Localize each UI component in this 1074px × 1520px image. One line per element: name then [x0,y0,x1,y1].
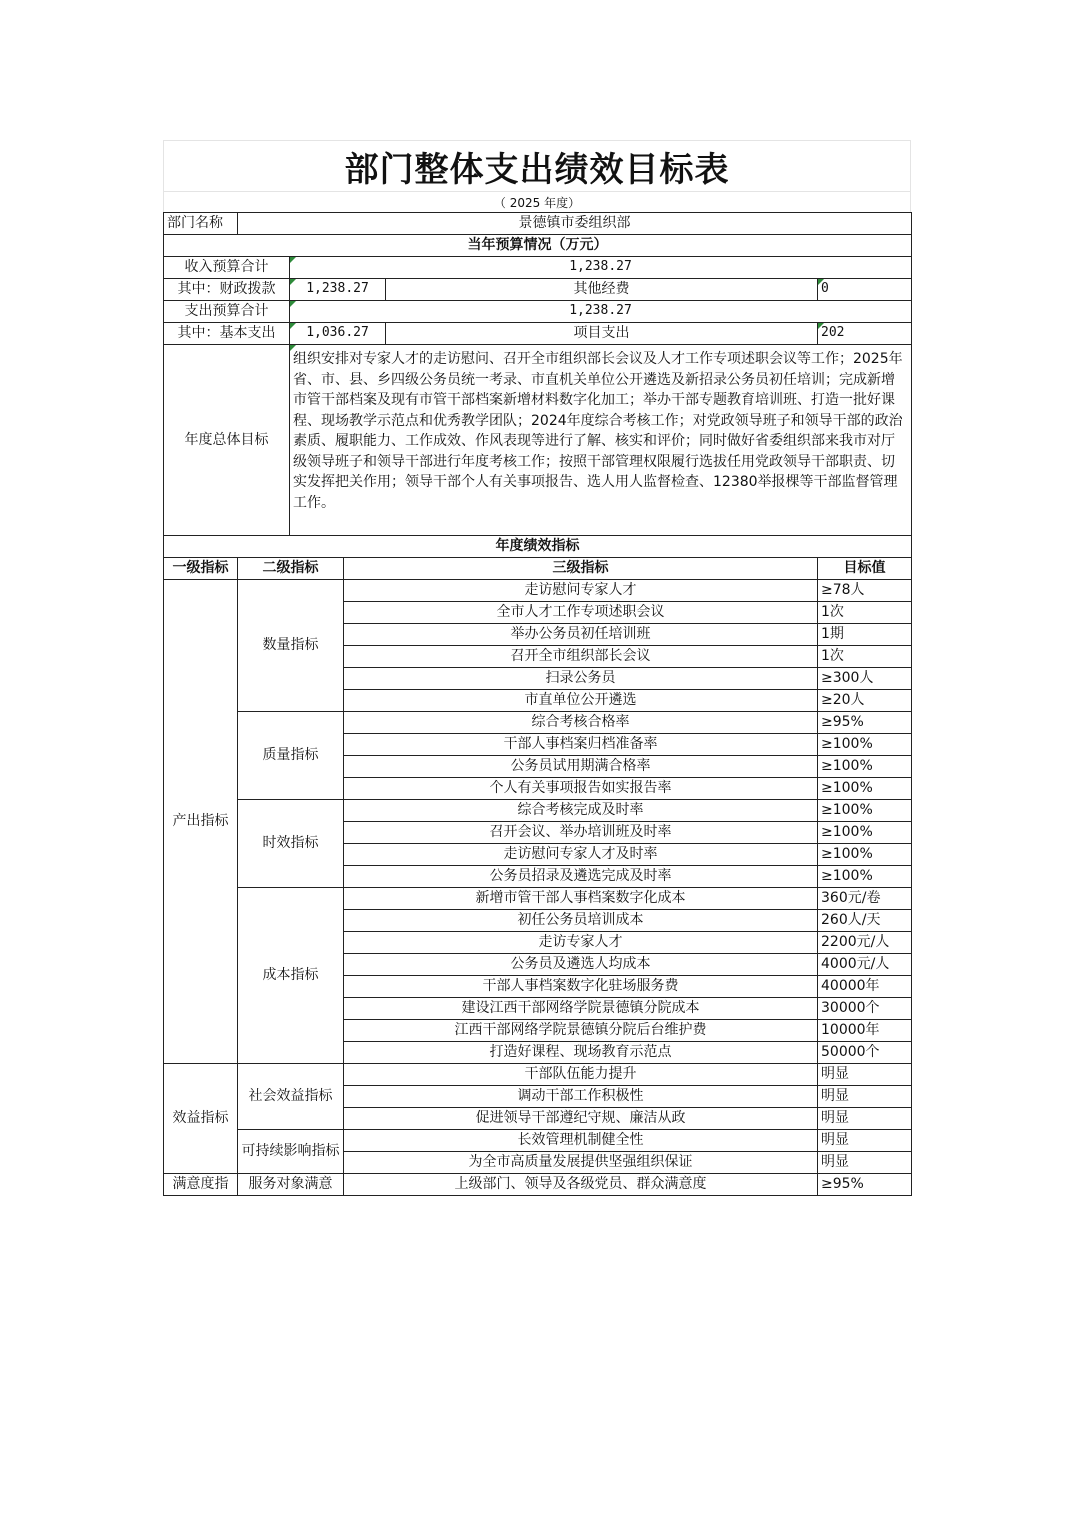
indicator-target: ≥100% [818,844,912,866]
table-row [164,1130,912,1152]
basic-value: 1,036.27 [290,323,386,345]
indicator-name: 个人有关事项报告如实报告率 [344,778,818,800]
indicator-name: 走访专家人才 [344,932,818,954]
indicator-name: 干部队伍能力提升 [344,1064,818,1086]
dept-row [164,213,912,235]
basic-label: 其中：基本支出 [164,323,290,345]
table-row [164,800,912,822]
indicator-name: 建设江西干部网络学院景德镇分院成本 [344,998,818,1020]
level1-benefit: 效益指标 [164,1064,238,1174]
indicator-name: 长效管理机制健全性 [344,1130,818,1152]
expense-total-value: 1,238.27 [290,301,912,323]
indicator-target: 明显 [818,1064,912,1086]
level2-satisfaction: 服务对象满意 [238,1174,344,1196]
indicator-name: 江西干部网络学院景德镇分院后台维护费 [344,1020,818,1042]
dept-label: 部门名称 [164,213,238,235]
indicator-name: 上级部门、领导及各级党员、群众满意度 [344,1174,818,1196]
indicator-name: 初任公务员培训成本 [344,910,818,932]
indicator-target: 4000元/人 [818,954,912,976]
indicator-target: ≥100% [818,866,912,888]
indicator-target: 30000个 [818,998,912,1020]
expense-total-label: 支出预算合计 [164,301,290,323]
indicator-target: 260人/天 [818,910,912,932]
indicator-target: 2200元/人 [818,932,912,954]
indicator-target: 360元/卷 [818,888,912,910]
indicator-target: ≥78人 [818,580,912,602]
indicator-target: ≥100% [818,756,912,778]
indicator-target: 明显 [818,1086,912,1108]
page-title: 部门整体支出绩效目标表 [163,140,911,191]
level2-sustain: 可持续影响指标 [238,1130,344,1174]
table-row [164,888,912,910]
income-total-value: 1,238.27 [290,257,912,279]
indicator-target: ≥95% [818,1174,912,1196]
income-total-label: 收入预算合计 [164,257,290,279]
budget-heading: 当年预算情况（万元） [164,235,912,257]
indicator-name: 举办公务员初任培训班 [344,624,818,646]
table-row [164,1064,912,1086]
dept-value: 景德镇市委组织部 [238,213,912,235]
indicator-target: 1次 [818,602,912,624]
indicator-target: 40000年 [818,976,912,998]
indicator-name: 综合考核合格率 [344,712,818,734]
col-target: 目标值 [818,558,912,580]
indicator-name: 综合考核完成及时率 [344,800,818,822]
indicator-name: 新增市管干部人事档案数字化成本 [344,888,818,910]
indicator-target: 明显 [818,1108,912,1130]
level2-cost: 成本指标 [238,888,344,1064]
indicator-target: 明显 [818,1152,912,1174]
indicator-name: 促进领导干部遵纪守规、廉洁从政 [344,1108,818,1130]
col-level1: 一级指标 [164,558,238,580]
level1-output: 产出指标 [164,580,238,1064]
year-label: （ 2025 年度） [163,191,911,212]
indicator-target: ≥20人 [818,690,912,712]
level1-satisfaction: 满意度指 [164,1174,238,1196]
indicator-target: 明显 [818,1130,912,1152]
indicator-target: ≥100% [818,800,912,822]
goal-label: 年度总体目标 [164,345,290,536]
project-value: 202 [818,323,912,345]
indicator-name: 干部人事档案数字化驻场服务费 [344,976,818,998]
budget-table [163,212,912,536]
indicator-name: 公务员招录及遴选完成及时率 [344,866,818,888]
indicator-table [163,536,912,1196]
indicator-name: 全市人才工作专项述职会议 [344,602,818,624]
indicator-name: 市直单位公开遴选 [344,690,818,712]
indicator-name: 走访慰问专家人才及时率 [344,844,818,866]
indicator-name: 召开会议、举办培训班及时率 [344,822,818,844]
indicator-target: 1期 [818,624,912,646]
table-row [164,1174,912,1196]
col-level3: 三级指标 [344,558,818,580]
goal-text: 组织安排对专家人才的走访慰问、召开全市组织部长会议及人才工作专项述职会议等工作；2025年省、市、县、乡四级公务员统一考录、市直机关单位公开遴选及新招录公务员初任培训；完成新增市管干部档案及现有市管干部档案新增材料数字化加工；举办干部专题教育培训班、打造一批好课程、现场教学示范点和优秀教学团队；2024年度综合考核工作；对党政领导班子和领导干部的政治素质、履职能力、工作成效、作风表现等进行了解、核实和评价；同时做好省委组织部来我市对厅级领导班子和领导干部进行年度考核工作；按照干部管理权限履行选拔任用党政领导干部职责、切实发挥把关作用；领导干部个人有关事项报告、选人用人监督检查、12380举报棵等干部监督管理工作。 [290,345,912,536]
indicator-name: 公务员及遴选人均成本 [344,954,818,976]
level2-timeliness: 时效指标 [238,800,344,888]
project-label: 项目支出 [386,323,818,345]
level2-quantity: 数量指标 [238,580,344,712]
indicator-target: 10000年 [818,1020,912,1042]
indicator-target: ≥95% [818,712,912,734]
other-label: 其他经费 [386,279,818,301]
table-row [164,580,912,602]
indicators-heading: 年度绩效指标 [164,536,912,558]
indicator-target: 1次 [818,646,912,668]
indicator-target: ≥100% [818,822,912,844]
table-row [164,712,912,734]
indicator-header-row [164,558,912,580]
performance-sheet [163,140,911,1196]
indicator-name: 扫录公务员 [344,668,818,690]
indicator-target: ≥300人 [818,668,912,690]
indicator-name: 为全市高质量发展提供坚强组织保证 [344,1152,818,1174]
other-value: 0 [818,279,912,301]
indicator-target: 50000个 [818,1042,912,1064]
indicator-name: 打造好课程、现场教育示范点 [344,1042,818,1064]
indicator-name: 调动干部工作积极性 [344,1086,818,1108]
indicator-name: 召开全市组织部长会议 [344,646,818,668]
indicator-target: ≥100% [818,734,912,756]
col-level2: 二级指标 [238,558,344,580]
indicator-name: 走访慰问专家人才 [344,580,818,602]
goal-row [164,345,912,536]
level2-social: 社会效益指标 [238,1064,344,1130]
fiscal-value: 1,238.27 [290,279,386,301]
indicator-target: ≥100% [818,778,912,800]
level2-quality: 质量指标 [238,712,344,800]
indicator-name: 干部人事档案归档准备率 [344,734,818,756]
fiscal-label: 其中：财政拨款 [164,279,290,301]
indicator-name: 公务员试用期满合格率 [344,756,818,778]
